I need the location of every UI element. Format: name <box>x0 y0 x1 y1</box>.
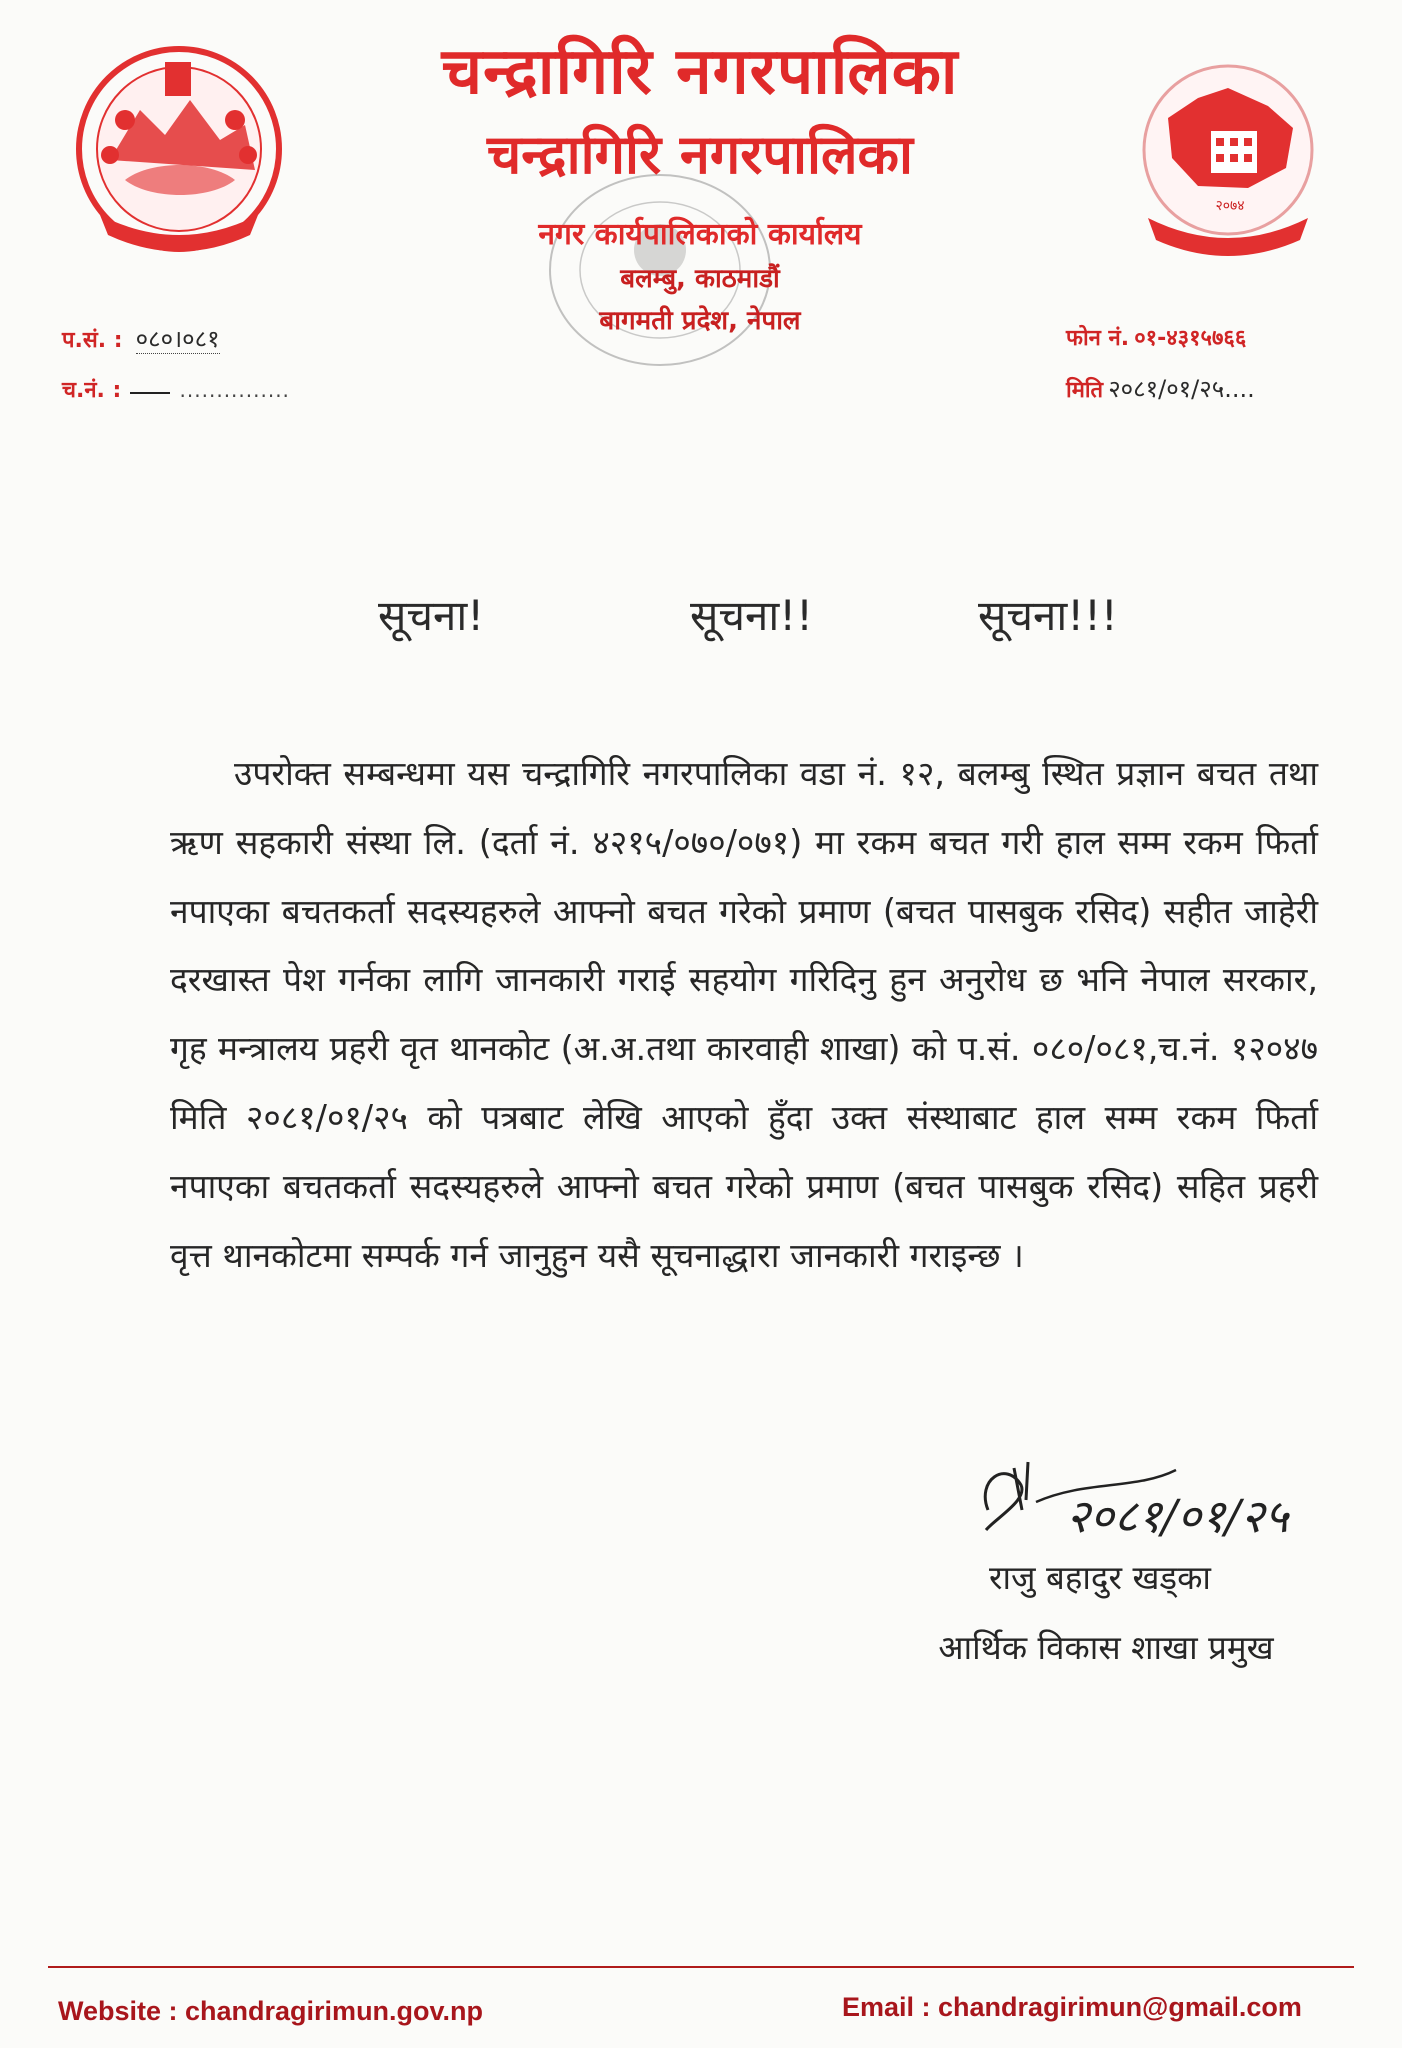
footer-website[interactable]: Website : chandragirimun.gov.np <box>58 1996 484 2026</box>
handwritten-signature <box>966 1440 1356 1560</box>
municipality-title: चन्द्रागिरि नगरपालिका <box>441 35 959 109</box>
signatory-title: आर्थिक विकास शाखा प्रमुख <box>938 1628 1274 1667</box>
notice-heading-3: सूचना!!! <box>978 591 1118 640</box>
reference-ps <box>62 322 220 355</box>
notice-heading-1: सूचना! <box>378 591 485 640</box>
cn-dots: ............... <box>179 378 290 402</box>
date-value: २०८१/०१/२५.... <box>1108 375 1255 403</box>
notice-heading-2: सूचना!! <box>690 591 813 640</box>
office-address-city: बलम्बु, काठमाडौं <box>620 264 780 294</box>
date-label: मिति <box>1066 378 1104 403</box>
footer-email[interactable]: Email : chandragirimun@gmail.com <box>842 1992 1302 2022</box>
emblem-year: २०७४ <box>1215 198 1245 214</box>
phone-value: ०१-४३१५७६६ <box>1134 326 1247 351</box>
ps-value: ०८०।०८१ <box>135 325 220 353</box>
office-title: नगर कार्यपालिकाको कार्यालय <box>538 217 862 252</box>
ps-label: प.सं. : <box>62 328 123 353</box>
phone-label: फोन नं. <box>1066 326 1130 351</box>
reference-cn <box>62 374 290 404</box>
letter-date <box>1066 372 1255 405</box>
notice-body-paragraph: उपरोक्त सम्बन्धमा यस चन्द्रागिरि नगरपालिका वडा नं. १२, बलम्बु स्थित प्रज्ञान बचत तथा ऋण सहकारी संस्था लि. (दर्ता नं. ४२१५/०७०/०७१) मा रकम बचत गरी हाल सम्म रकम फिर्ता नपाएका बचतकर्ता सदस्यहरुले आफ्नो बचत गरेको प्रमाण (बचत पासबुक रसिद) सहीत जाहेरी दरखास्त पेश गर्नका लागि जानकारी गराई सहयोग गरिदिनु हुन अनुरोध छ भनि नेपाल सरकार, गृह मन्त्रालय प्रहरी वृत थानकोट (अ.अ.तथा कारवाही शाखा) को प.सं. ०८०/०८१,च.नं. १२०४७ मिति २०८१/०१/२५ को पत्रबाट लेखि आएको हुँदा उक्त संस्थाबाट हाल सम्म रकम फिर्ता नपाएका बचतकर्ता सदस्यहरुले आफ्नो बचत गरेको प्रमाण (बचत पासबुक रसिद) सहित प्रहरी वृत्त थानकोटमा सम्पर्क गर्न जानुहुन यसै सूचनाद्धारा जानकारी गराइन्छ । <box>170 754 1318 1275</box>
municipality-title-alt: चन्द्रागिरि नगरपालिका <box>486 123 914 186</box>
cn-label: च.नं. : <box>62 378 122 403</box>
footer-divider <box>48 1966 1354 1968</box>
signatory-name: राजु बहादुर खड्का <box>989 1558 1211 1597</box>
office-address-province: बागमती प्रदेश, नेपाल <box>599 306 801 336</box>
cn-dash <box>130 392 170 394</box>
signature-date: २०८१/०१/२५ <box>1066 1489 1289 1543</box>
phone-number <box>1066 322 1246 352</box>
